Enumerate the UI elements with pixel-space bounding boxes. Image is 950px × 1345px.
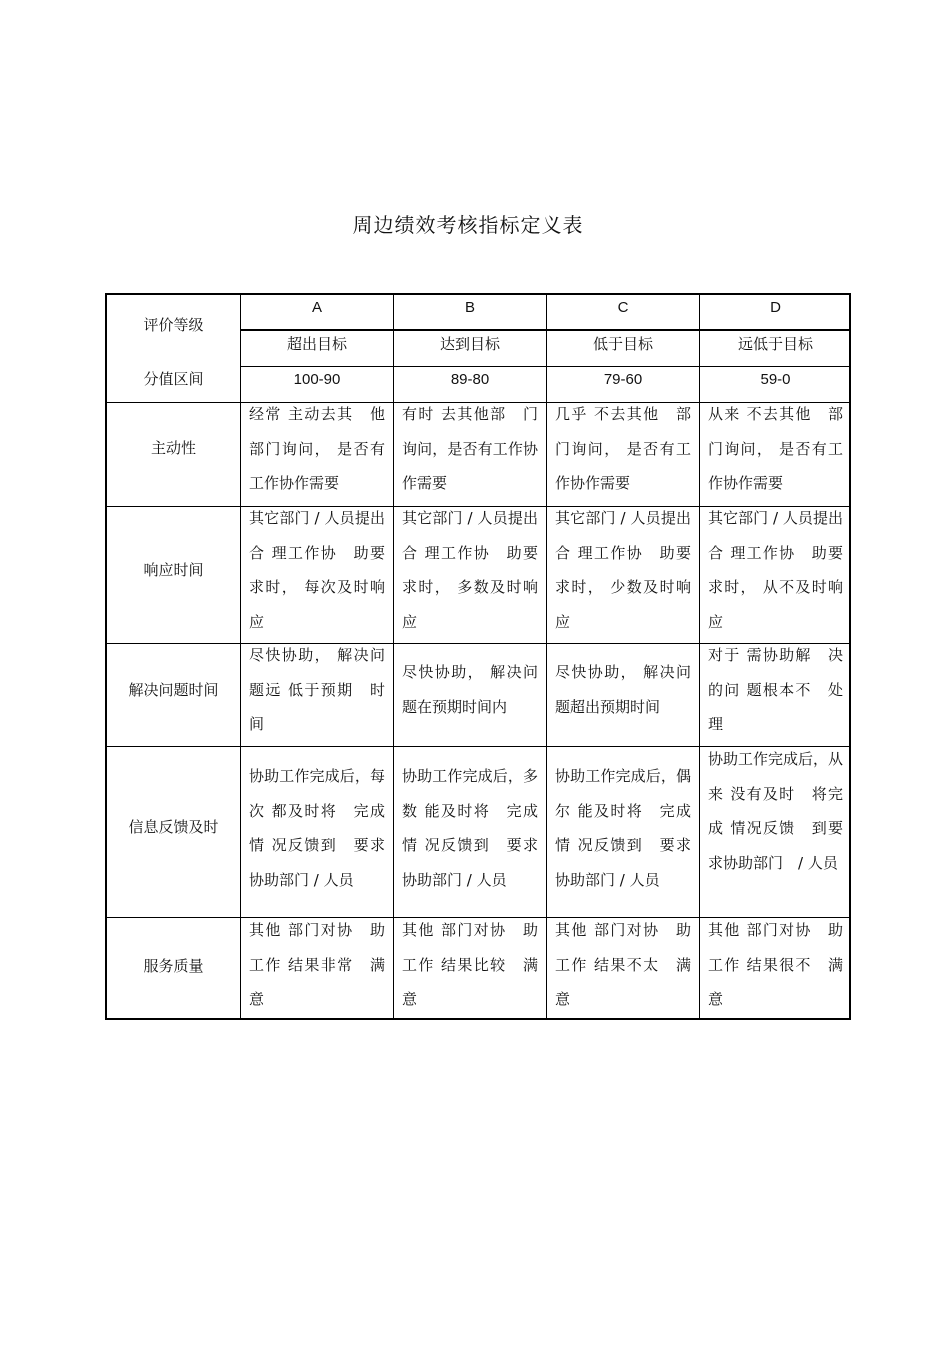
grade-a-desc: 超出目标 <box>286 335 347 353</box>
cell-resolution-b: 尽快协助， 解决问题在预期时间内 <box>402 663 538 716</box>
cell-resolution-d: 对于 需协助解 决的问 题根本不 处理 <box>708 646 843 733</box>
cell-feedback-c: 协助工作完成后，偶尔 能及时将 完成情 况反馈到 要求协助部门 / 人员 <box>555 767 691 889</box>
row-label-response-time: 响应时间 <box>143 560 204 579</box>
cell-service-d: 其他 部门对协 助工作 结果很不 满意 <box>708 921 843 1008</box>
cell-response-c: 其它部门 / 人员提出合 理工作协 助要求时， 少数及时响应 <box>555 509 691 631</box>
grade-b-score: 89-80 <box>450 371 490 388</box>
grade-d-score: 59-0 <box>760 371 791 388</box>
cell-feedback-d: 协助工作完成后，从来 没有及时 将完成 情况反馈 到要求协助部门 / 人员 <box>708 750 844 872</box>
cell-response-a: 其它部门 / 人员提出合 理工作协 助要求时， 每次及时响应 <box>249 509 385 631</box>
grade-c-desc: 低于目标 <box>592 335 653 353</box>
cell-initiative-b: 有时 去其他部 门询问，是否有工作协作需要 <box>402 405 538 492</box>
grade-b: B <box>464 298 475 316</box>
cell-feedback-a: 协助工作完成后，每次 都及时将 完成情 况反馈到 要求协助部门 / 人员 <box>249 767 385 889</box>
row-label-initiative: 主动性 <box>150 439 196 457</box>
grade-c: C <box>617 298 629 316</box>
grade-b-desc: 达到目标 <box>439 335 500 353</box>
score-range-label: 分值区间 <box>143 370 204 388</box>
row-label-service-quality: 服务质量 <box>143 957 204 975</box>
cell-response-b: 其它部门 / 人员提出合 理工作协 助要求时， 多数及时响应 <box>402 509 538 631</box>
cell-resolution-c: 尽快协助， 解决问题超出预期时间 <box>555 663 691 716</box>
page-title: 周边绩效考核指标定义表 <box>352 213 584 237</box>
cell-initiative-c: 几乎 不去其他 部门询问， 是否有工作协作需要 <box>555 405 691 492</box>
rating-level-label: 评价等级 <box>143 316 204 334</box>
grade-c-score: 79-60 <box>603 371 643 388</box>
cell-response-d: 其它部门 / 人员提出合 理工作协 助要求时， 从不及时响应 <box>708 509 843 631</box>
cell-initiative-d: 从来 不去其他 部门询问， 是否有工作协作需要 <box>708 405 843 492</box>
grade-d: D <box>770 298 781 316</box>
kpi-definition-table <box>105 293 851 1020</box>
grade-d-desc: 远低于目标 <box>737 335 813 353</box>
cell-service-b: 其他 部门对协 助工作 结果比较 满意 <box>402 921 538 1008</box>
cell-service-c: 其他 部门对协 助工作 结果不太 满意 <box>555 921 691 1008</box>
grade-a-score: 100-90 <box>293 371 341 388</box>
row-label-resolution-time: 解决问题时间 <box>128 681 219 699</box>
cell-feedback-b: 协助工作完成后，多数 能及时将 完成情 况反馈到 要求协助部门 / 人员 <box>402 767 538 889</box>
grade-a: A <box>311 298 322 316</box>
cell-initiative-a: 经常 主动去其 他部门询问， 是否有工作协作需要 <box>249 405 385 492</box>
cell-service-a: 其他 部门对协 助工作 结果非常 满意 <box>249 921 385 1008</box>
cell-resolution-a: 尽快协助， 解决问题远 低于预期 时间 <box>249 646 385 733</box>
row-label-feedback: 信息反馈及时 <box>128 818 219 836</box>
